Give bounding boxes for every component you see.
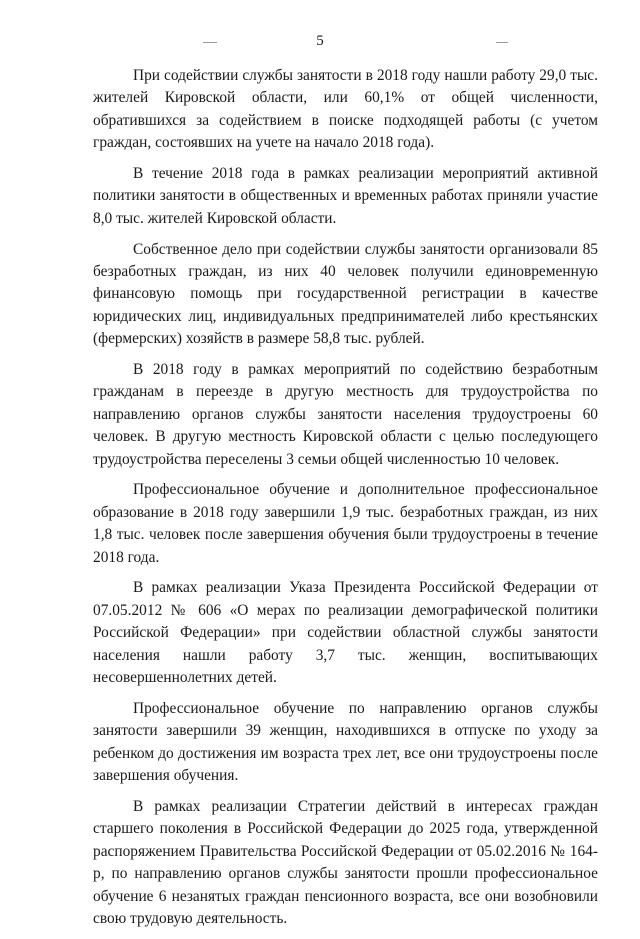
scan-mark-right [496,42,508,43]
paragraph-own-business: Собственное дело при содействии службы занятости организовали 85 безработных граждан, из них 40 человек получили единовременную финансовую помощь при государственной регистрации в качестве юридических лиц, индивидуальных предпринимателей либо крестьянских (фермерских) хозяйств в размере 58,8 тыс. рублей. [93,240,598,348]
paragraph-professional-training: Профессиональное обучение и дополнительное профессиональное образование в 2018 году завершили 1,9 тыс. безработных граждан, из них 1,8 тыс. человек после завершения обучения были трудоустроены в течение 2018 года. [93,481,598,566]
document-body [93,65,598,939]
paragraph-employment-assistance: При содействии службы занятости в 2018 году нашли работу 29,0 тыс. жителей Кировской области, или 60,1% от общей численности, обратившихся за содействием в поиске подходящей работы (с учетом граждан, состоявших на учете на начало 2018 года). [93,67,598,152]
paragraph-public-works: В течение 2018 года в рамках реализации мероприятий активной политики занятости в общественных и временных работах приняли участие 8,0 тыс. жителей Кировской области. [93,165,598,227]
page-number: 5 [316,33,324,49]
paragraph-relocation: В 2018 году в рамках мероприятий по содействию безработным гражданам в переезде в другую местность для трудоустройства по направлению органов службы занятости населения трудоустроены 60 человек. В другую местность Кировской области с целью последующего трудоустройства переселены 3 семьи общей численностью 10 человек. [93,361,598,468]
paragraph-presidential-decree: В рамках реализации Указа Президента Российской Федерации от 07.05.2012 № 606 «О мерах по реализации демографической политики Российской Федерации» при содействии областной службы занятости населения нашли работу 3,7 тыс. женщин, воспитывающих несовершеннолетних детей. [93,579,598,687]
paragraph-senior-strategy: В рамках реализации Стратегии действий в интересах граждан старшего поколения в Российской Федерации до 2025 года, утвержденной распоряжением Правительства Российской Федерации от 05.02.2016 № 164-р, по направлению органов службы занятости прошли профессиональное обучение 6 незанятых граждан пенсионного возраста, все они возобновили свою трудовую деятельность. [93,797,598,927]
paragraph-maternity-leave-training: Профессиональное обучение по направлению органов службы занятости завершили 39 женщин, находившихся в отпуске по уходу за ребенком до достижения им возраста трех лет, все они трудоустроены после завершения обучения. [93,699,598,785]
